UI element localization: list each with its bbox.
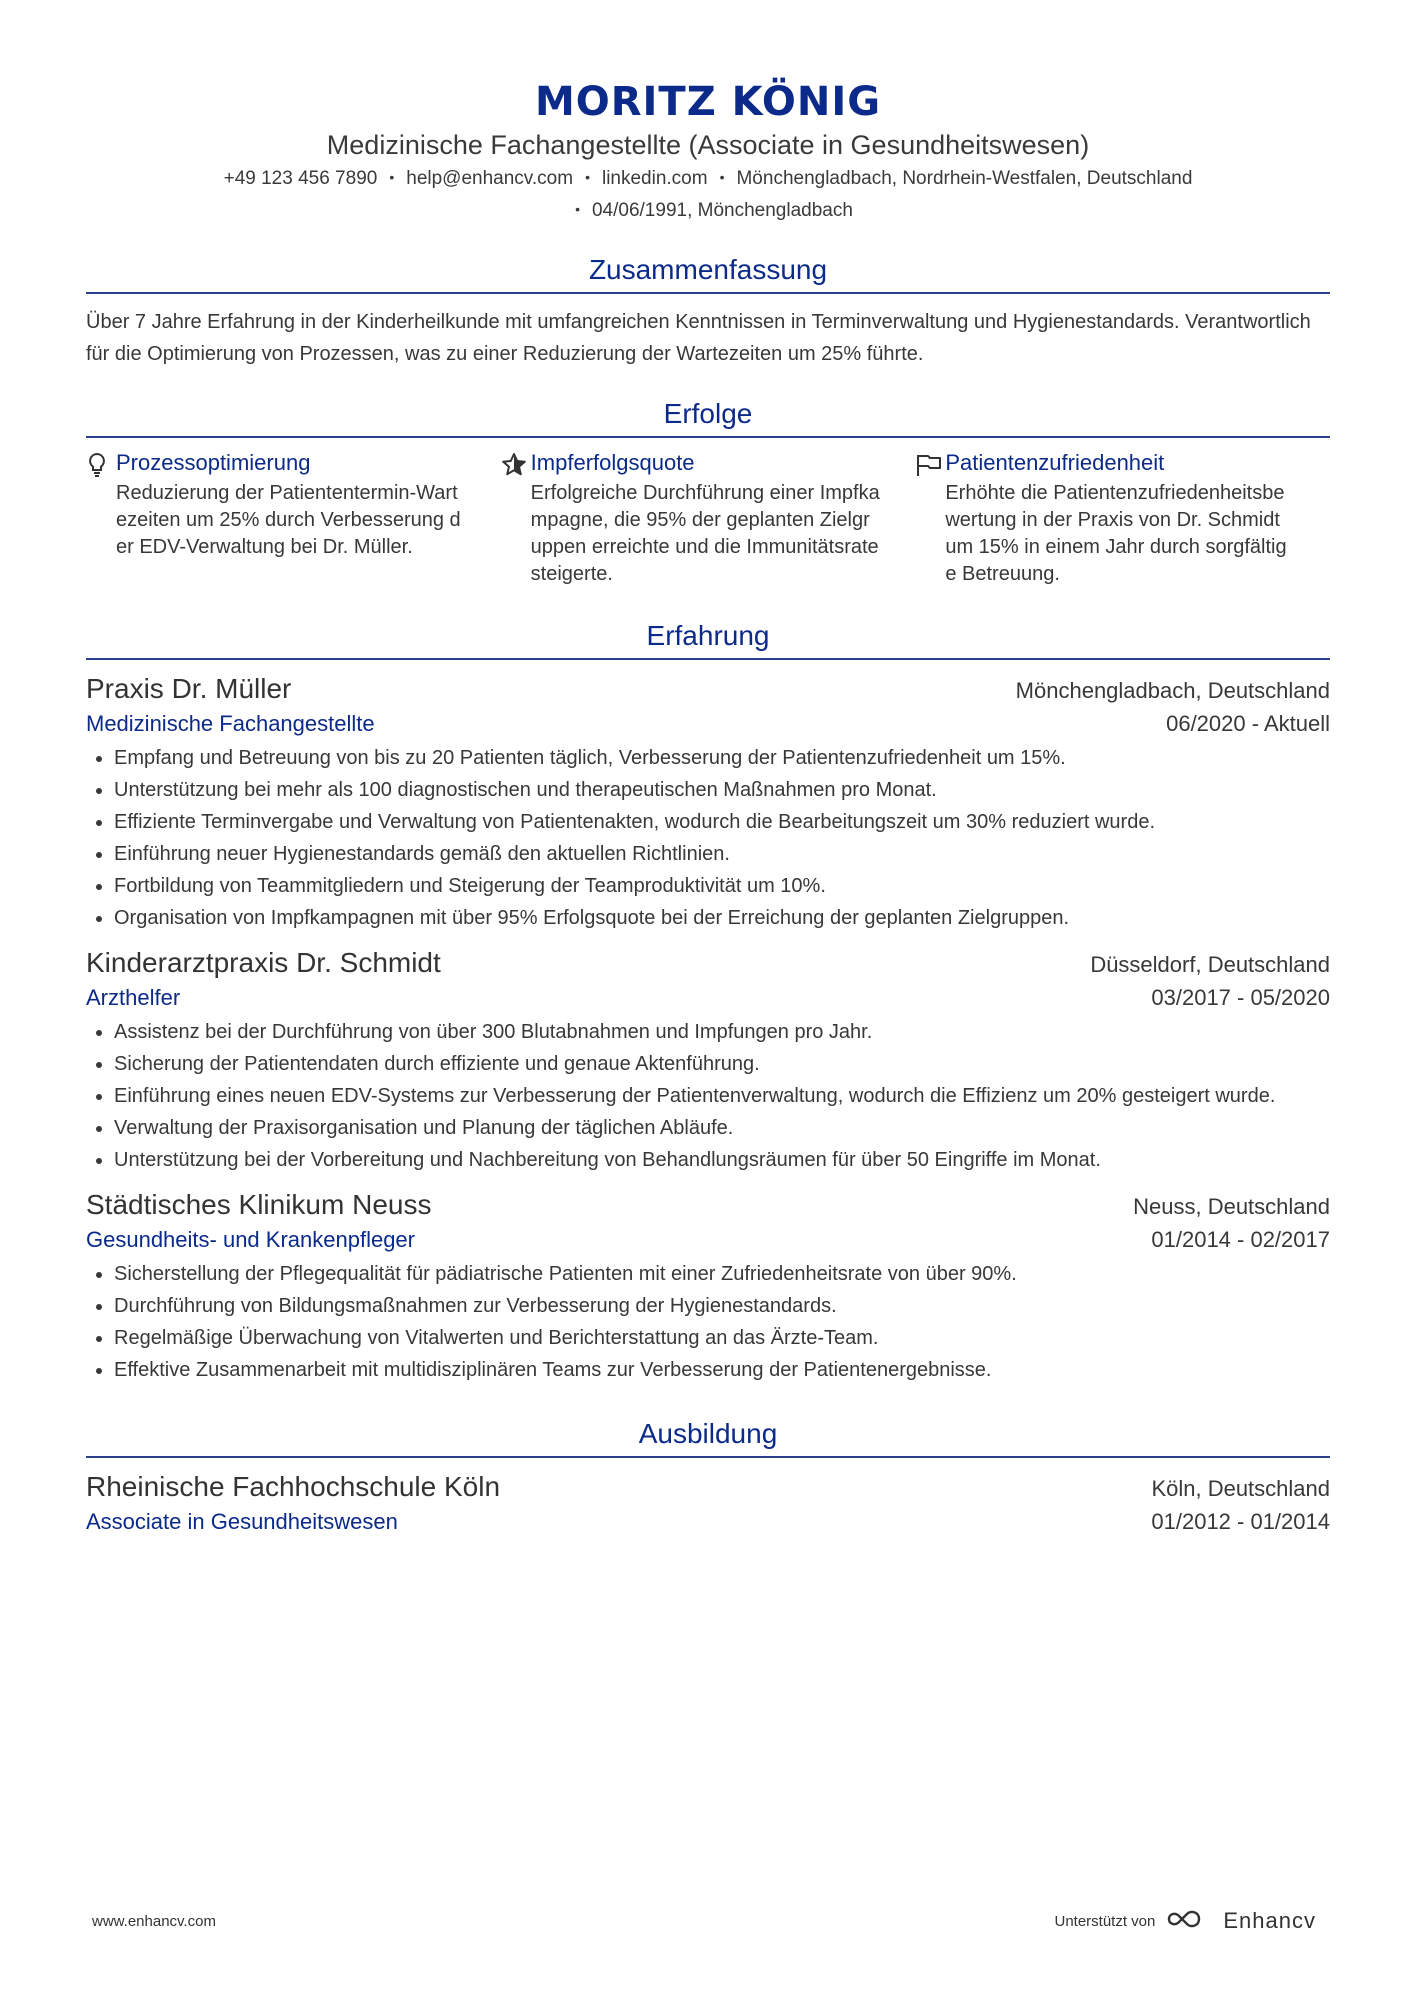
separator-dot: •: [389, 169, 395, 185]
enhancv-logo-icon: [1165, 1908, 1213, 1934]
achievement-item: [915, 448, 1330, 588]
lightbulb-icon: [86, 452, 116, 588]
page-footer: [92, 1908, 1316, 1934]
achievement-desc: Erfolgreiche Durchführung einer Impfkampagne, die 95% der geplanten Zielgruppen erreichte und die Immunitätsrate steigerte.: [530, 482, 880, 585]
job-location: Neuss, Deutschland: [1133, 1194, 1330, 1219]
birth-text: 04/06/1991, Mönchengladbach: [591, 200, 853, 221]
list-item: • Sicherung der Patientendaten durch effiziente und genaue Aktenführung.: [114, 1048, 1330, 1080]
list-item: • Organisation von Impfkampagnen mit über 95% Erfolgsquote bei der Erreichung der geplanten Zielgruppen.: [114, 902, 1330, 934]
brand-name: Enhancv: [1223, 1908, 1316, 1933]
flag-icon: [915, 452, 945, 588]
job-bullets: [86, 1016, 1330, 1176]
separator-dot: •: [585, 169, 590, 185]
achievement-item: [86, 448, 501, 588]
job-dates: 06/2020 - Aktuell: [1166, 711, 1330, 736]
education-heading: Ausbildung: [86, 1416, 1330, 1458]
achievement-title: Patientenzufriedenheit: [945, 450, 1165, 475]
location-text: Mönchengladbach, Nordrhein-Westfalen, Deutschland: [736, 168, 1193, 189]
job-company: Kinderarztpraxis Dr. Schmidt: [86, 947, 441, 978]
list-item: • Effektive Zusammenarbeit mit multidisziplinären Teams zur Verbesserung der Patientenergebnisse.: [114, 1354, 1330, 1386]
job-company: Städtisches Klinikum Neuss: [86, 1189, 432, 1220]
job-location: Mönchengladbach, Deutschland: [1015, 678, 1330, 703]
resume-page: [86, 0, 1330, 1538]
list-item: • Verwaltung der Praxisorganisation und Planung der täglichen Abläufe.: [114, 1112, 1330, 1144]
website-link[interactable]: www.enhancv.com: [92, 1912, 216, 1930]
star-icon: [501, 452, 531, 588]
education-school: Rheinische Fachhochschule Köln: [86, 1471, 501, 1502]
job-entry: [86, 944, 1330, 1176]
candidate-name: MORITZ KÖNIG: [534, 79, 882, 125]
education-section: [86, 1416, 1330, 1538]
job-dates: 03/2017 - 05/2020: [1151, 985, 1330, 1010]
achievement-title: Prozessoptimierung: [116, 450, 311, 475]
job-entry: [86, 670, 1330, 934]
achievement-desc: Erhöhte die Patientenzufriedenheitsbewertung in der Praxis von Dr. Schmidt um 15% in einem Jahr durch sorgfältige Betreuung.: [945, 482, 1287, 585]
summary-text: Über 7 Jahre Erfahrung in der Kinderheilkunde mit umfangreichen Kenntnissen in Terminverwaltung und Hygienestandards. Verantwortlich für die Optimierung von Prozessen, was zu einer Reduzierung der Wartezeiten um 25% führte.: [86, 311, 1311, 365]
email-link[interactable]: help@enhancv.com: [406, 168, 574, 189]
list-item: • Fortbildung von Teammitgliedern und Steigerung der Teamproduktivität um 10%.: [114, 870, 1330, 902]
separator-dot: •: [719, 169, 725, 185]
list-item: • Durchführung von Bildungsmaßnahmen zur Verbesserung der Hygienestandards.: [114, 1290, 1330, 1322]
powered-by-text: Unterstützt von: [1054, 1912, 1156, 1930]
job-bullets: [86, 1258, 1330, 1386]
achievements-heading: Erfolge: [86, 396, 1330, 438]
list-item: • Regelmäßige Überwachung von Vitalwerten und Berichterstattung an das Ärzte-Team.: [114, 1322, 1330, 1354]
list-item: • Einführung neuer Hygienestandards gemäß den aktuellen Richtlinien.: [114, 838, 1330, 870]
education-degree: Associate in Gesundheitswesen: [86, 1509, 398, 1534]
list-item: • Assistenz bei der Durchführung von über 300 Blutabnahmen und Impfungen pro Jahr.: [114, 1016, 1330, 1048]
job-dates: 01/2014 - 02/2017: [1151, 1227, 1330, 1252]
list-item: • Unterstützung bei mehr als 100 diagnostischen und therapeutischen Maßnahmen pro Monat.: [114, 774, 1330, 806]
achievement-title: Impferfolgsquote: [530, 450, 695, 475]
job-role: Medizinische Fachangestellte: [86, 711, 375, 736]
linkedin-link[interactable]: linkedin.com: [601, 168, 708, 189]
education-entry: [86, 1468, 1330, 1538]
list-item: • Einführung eines neuen EDV-Systems zur Verbesserung der Patientenverwaltung, wodurch die Effizienz um 20% gesteigert wurde.: [114, 1080, 1330, 1112]
experience-section: [86, 618, 1330, 1386]
list-item: • Unterstützung bei der Vorbereitung und Nachbereitung von Behandlungsräumen für über 50 Eingriffe im Monat.: [114, 1144, 1330, 1176]
summary-section: [86, 252, 1330, 370]
education-dates: 01/2012 - 01/2014: [1151, 1509, 1330, 1534]
summary-heading: Zusammenfassung: [86, 252, 1330, 294]
list-item: • Sicherstellung der Pflegequalität für pädiatrische Patienten mit einer Zufriedenheitsrate von über 90%.: [114, 1258, 1330, 1290]
experience-heading: Erfahrung: [86, 618, 1330, 660]
job-location: Düsseldorf, Deutschland: [1090, 952, 1330, 977]
achievements-section: [86, 396, 1330, 588]
separator-dot: •: [575, 201, 580, 217]
phone-text: +49 123 456 7890: [223, 168, 378, 189]
achievement-item: [501, 448, 916, 588]
list-item: • Empfang und Betreuung von bis zu 20 Patienten täglich, Verbesserung der Patientenzufriedenheit um 15%.: [114, 742, 1330, 774]
candidate-title: Medizinische Fachangestellte (Associate in Gesundheitswesen): [326, 130, 1090, 160]
job-role: Gesundheits- und Krankenpfleger: [86, 1227, 415, 1252]
education-location: Köln, Deutschland: [1151, 1476, 1330, 1501]
list-item: • Effiziente Terminvergabe und Verwaltung von Patientenakten, wodurch die Bearbeitungszeit um 30% reduziert wurde.: [114, 806, 1330, 838]
contact-line: [86, 162, 1330, 194]
birth-line: [86, 194, 1330, 226]
achievement-desc: Reduzierung der Patiententermin-Wartezeiten um 25% durch Verbesserung der EDV-Verwaltung bei Dr. Müller.: [116, 482, 461, 558]
job-company: Praxis Dr. Müller: [86, 673, 292, 704]
job-role: Arzthelfer: [86, 985, 181, 1010]
job-entry: [86, 1186, 1330, 1386]
brand-block: [1054, 1908, 1316, 1934]
job-bullets: [86, 742, 1330, 934]
